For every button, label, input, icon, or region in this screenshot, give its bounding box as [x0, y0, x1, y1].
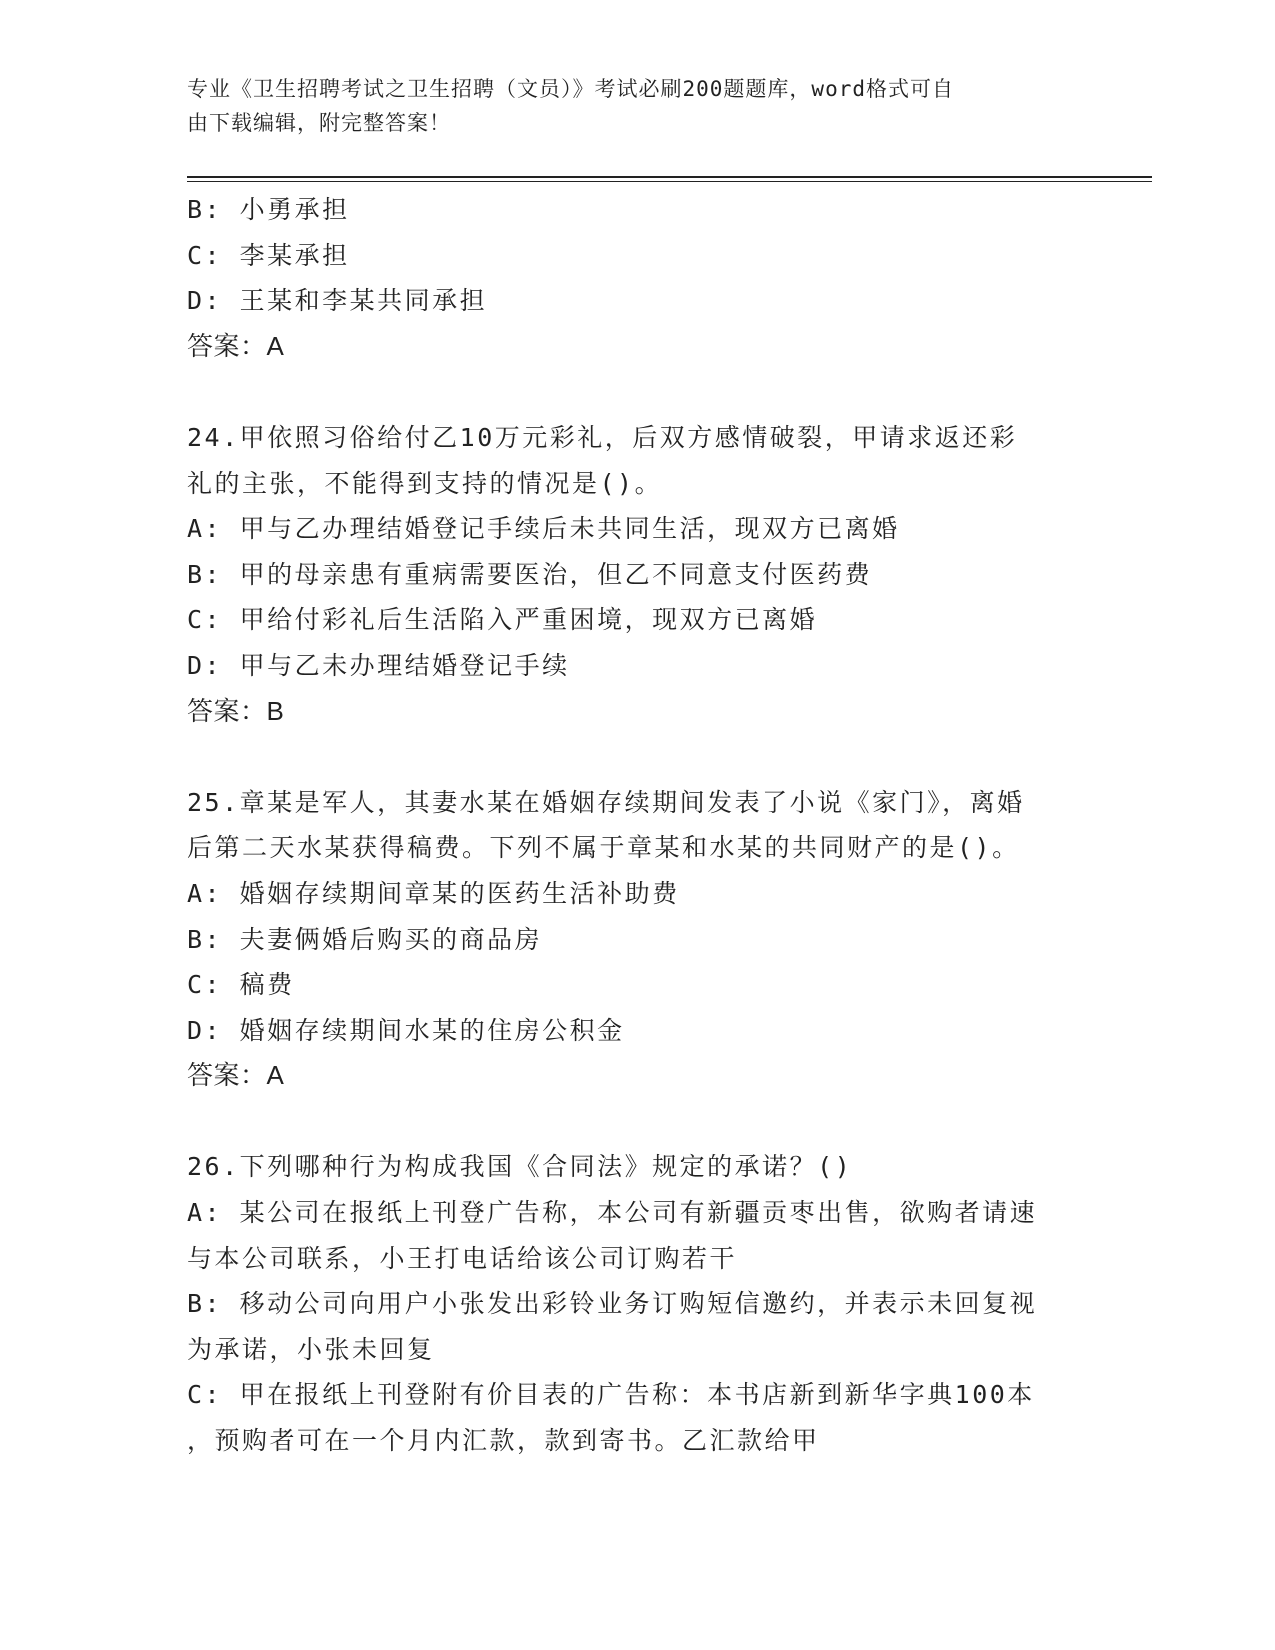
option-b: 为承诺，小张未回复: [187, 1334, 435, 1364]
option-d: D: 甲与乙未办理结婚登记手续: [187, 650, 570, 680]
question-24: [187, 415, 1077, 734]
option-c: C: 甲给付彩礼后生活陷入严重困境，现双方已离婚: [187, 605, 818, 635]
answer: 答案：A: [187, 330, 285, 361]
option-b: B: 甲的母亲患有重病需要医治，但乙不同意支付医药费: [187, 559, 873, 589]
question-stem: 26.下列哪种行为构成我国《合同法》规定的承诺？(): [187, 1152, 853, 1182]
question-content: [187, 187, 1077, 1464]
answer: 答案：A: [187, 1060, 285, 1091]
header-line-1: 专业《卫生招聘考试之卫生招聘（文员）》考试必刷200题题库，word格式可自: [187, 77, 954, 101]
page-header: [187, 72, 1067, 140]
header-divider-thick: [187, 176, 1152, 178]
spacer: [187, 1099, 1077, 1145]
header-line-2: 由下载编辑，附完整答案！: [187, 111, 451, 135]
option-c: C: 甲在报纸上刊登附有价目表的广告称：本书店新到新华字典100本: [187, 1380, 1035, 1410]
option-b: B: 小勇承担: [187, 195, 350, 224]
spacer: [187, 734, 1077, 780]
option-a: A: 某公司在报纸上刊登广告称，本公司有新疆贡枣出售，欲购者请速: [187, 1198, 1038, 1228]
question-stem: 25.章某是军人，其妻水某在婚姻存续期间发表了小说《家门》，离婚: [187, 787, 1025, 817]
option-c: C: 李某承担: [187, 240, 350, 270]
question-25: [187, 780, 1077, 1099]
option-b: B: 夫妻俩婚后购买的商品房: [187, 924, 543, 954]
option-c: ，预购者可在一个月内汇款，款到寄书。乙汇款给甲: [187, 1426, 820, 1456]
option-d: D: 王某和李某共同承担: [187, 286, 488, 316]
answer: 答案：B: [187, 695, 285, 726]
option-d: D: 婚姻存续期间水某的住房公积金: [187, 1015, 625, 1045]
option-b: B: 移动公司向用户小张发出彩铃业务订购短信邀约，并表示未回复视: [187, 1289, 1038, 1319]
option-c: C: 稿费: [187, 970, 295, 1000]
question-stem: 后第二天水某获得稿费。下列不属于章某和水某的共同财产的是()。: [187, 833, 1020, 863]
option-a: A: 甲与乙办理结婚登记手续后未共同生活，现双方已离婚: [187, 514, 900, 544]
question-23: [187, 187, 1077, 369]
question-stem: 24.甲依照习俗给付乙10万元彩礼，后双方感情破裂，甲请求返还彩: [187, 422, 1018, 452]
question-stem: 礼的主张，不能得到支持的情况是()。: [187, 468, 663, 498]
spacer: [187, 369, 1077, 415]
header-divider-thin: [187, 181, 1152, 182]
option-a: A: 婚姻存续期间章某的医药生活补助费: [187, 878, 680, 908]
option-a: 与本公司联系，小王打电话给该公司订购若干: [187, 1243, 738, 1273]
question-26: [187, 1144, 1077, 1463]
